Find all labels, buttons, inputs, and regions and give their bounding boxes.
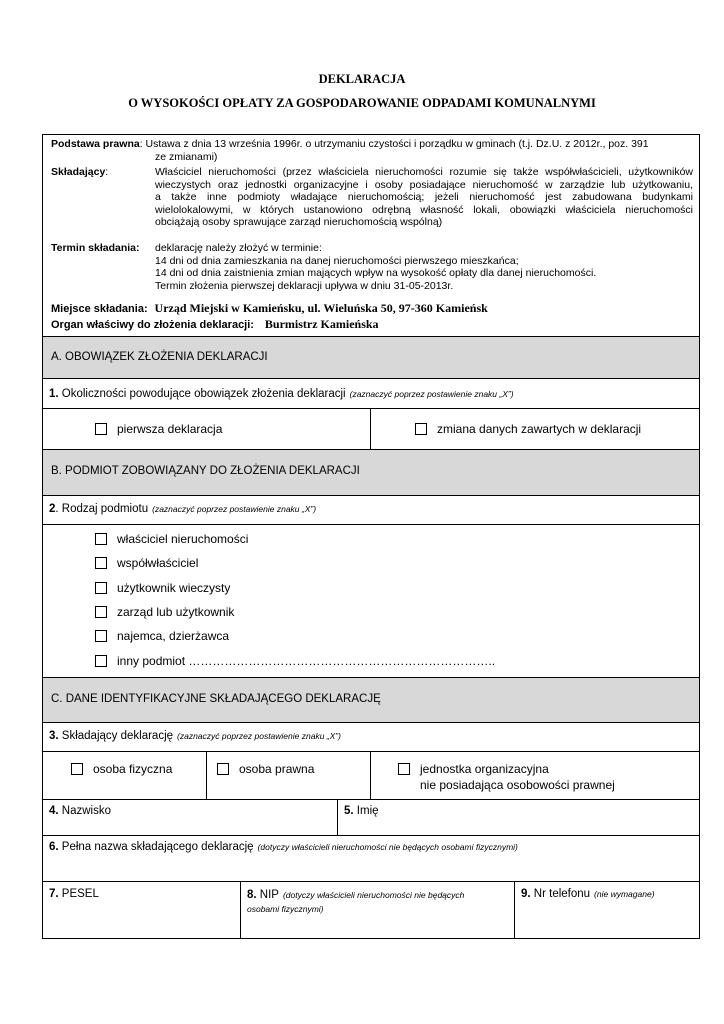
f7-number: 7.: [49, 888, 59, 900]
basis-text: : Ustawa z dnia 13 września 1996r. o utrzymaniu czystości i porządku w gminach (t.j. Dz.U. z 2012r., poz. 391: [139, 138, 649, 150]
deadline-label: Termin składania:: [51, 242, 140, 254]
checkbox[interactable]: [95, 423, 107, 435]
option-legal-person[interactable]: [217, 762, 314, 776]
option-label: zarząd lub użytkownik: [117, 605, 235, 619]
filer-text: [155, 166, 693, 229]
surname-label: Nazwisko: [58, 805, 111, 817]
filer-line: a także inne podmioty władające nieruchomością; jeżeli nieruchomość jest zabudowana budynkami: [155, 191, 693, 203]
f6-note: (dotyczy właścicieli nieruchomości nie będących osobami fizycznymi): [257, 842, 518, 852]
document-subtitle: O WYSOKOŚCI OPŁATY ZA GOSPODAROWANIE ODPADAMI KOMUNALNYMI: [128, 96, 596, 110]
checkbox[interactable]: [95, 630, 107, 642]
option-co-owner[interactable]: [95, 556, 198, 570]
nip-cell[interactable]: [240, 882, 514, 938]
f9-note: (nie wymagane): [594, 889, 655, 899]
filer-line: Właściciel nieruchomości (przez właściciela nieruchomości rozumie się także współwłaścicieli, użytkowników: [155, 166, 693, 178]
question-2: [43, 496, 699, 525]
option-label: właściciel nieruchomości: [117, 532, 249, 546]
option-label-cont: nie posiadająca osobowości prawnej: [420, 778, 615, 792]
filer-line: obciążają osoby sprawujące zarząd nieruchomością wspólną): [155, 216, 443, 228]
section-c-title: C. DANE IDENTYFIKACYJNE SKŁADAJĄCEGO DEKLARACJĘ: [51, 693, 381, 705]
filer-line: wieczystych oraz jednostki organizacyjne i osoby posiadające nieruchomość w zarządzie lub użytkowaniu,: [155, 178, 693, 191]
q1-note: (zaznaczyć poprzez postawienie znaku „X”): [349, 389, 514, 399]
f8-note: (dotyczy właścicieli nieruchomości nie będących: [282, 890, 465, 900]
phone-label: Nr telefonu: [530, 888, 591, 900]
q2-number: 2: [49, 503, 56, 515]
option-tenant[interactable]: [95, 629, 229, 643]
deadline-line: 14 dni od dnia zamieszkania na danej nieruchomości pierwszego mieszkańca;: [155, 254, 519, 267]
f6-number: 6.: [49, 841, 59, 853]
divider: [370, 752, 371, 799]
q3-note: (zaznaczyć poprzez postawienie znaku „X”): [177, 731, 341, 741]
option-label: osoba prawna: [239, 762, 315, 776]
option-label: jednostka organizacyjna: [420, 762, 549, 776]
filer-colon: :: [105, 166, 109, 178]
q1-text: Okoliczności powodujące obowiązek złożenia deklaracji: [58, 388, 346, 400]
authority-label: Organ właściwy do złożenia deklaracji:: [51, 319, 254, 331]
checkbox[interactable]: [95, 533, 107, 545]
checkbox[interactable]: [398, 763, 410, 775]
option-first-declaration[interactable]: [95, 422, 222, 436]
question-3: [43, 723, 699, 752]
f5-number: 5.: [344, 805, 354, 817]
q2-note: (zaznaczyć poprzez postawienie znaku „X”): [152, 504, 317, 514]
full-name-row[interactable]: [43, 836, 699, 882]
option-label: współwłaściciel: [117, 556, 199, 570]
option-label: osoba fizyczna: [93, 762, 173, 776]
deadline-line: deklarację należy złożyć w terminie:: [155, 242, 322, 254]
full-name-label: Pełna nazwa składającego deklarację: [58, 841, 254, 853]
legal-info: [43, 135, 699, 337]
checkbox[interactable]: [95, 655, 107, 667]
checkbox[interactable]: [415, 423, 427, 435]
authority-value: Burmistrz Kamieńska: [264, 317, 379, 331]
question-3-options: [43, 752, 699, 800]
section-b-header: [43, 450, 699, 496]
basis-label: Podstawa prawna: [51, 138, 140, 150]
option-label: najemca, dzierżawca: [117, 629, 230, 643]
phone-cell[interactable]: [514, 882, 699, 938]
option-organizational-unit[interactable]: [398, 762, 615, 792]
place-value: Urząd Miejski w Kamieńsku, ul. Wieluńska 50, 97-360 Kamieńsk: [154, 301, 488, 315]
checkbox[interactable]: [95, 606, 107, 618]
f8-note-cont: osobami fizycznymi): [247, 904, 324, 914]
deadline-line: 14 dni od dnia zaistnienia zmian mających wpływ na wysokość opłaty dla danej nieruchomości.: [155, 267, 597, 279]
q2-text: . Rodzaj podmiotu: [55, 503, 149, 515]
checkbox[interactable]: [95, 557, 107, 569]
nip-label: NIP: [256, 889, 279, 901]
checkbox[interactable]: [95, 582, 107, 594]
option-manager[interactable]: [95, 605, 234, 619]
divider: [206, 752, 207, 799]
question-2-options: [43, 525, 699, 678]
place-label: Miejsce składania:: [51, 303, 148, 315]
filer-label: Składający: [51, 166, 106, 178]
pesel-label: PESEL: [58, 888, 99, 900]
deadline-text: [155, 242, 596, 292]
option-data-change[interactable]: [415, 422, 641, 436]
basis-text-cont: ze zmianami): [155, 151, 218, 163]
section-b-title: B. PODMIOT ZOBOWIĄZANY DO ZŁOŻENIA DEKLARACJI: [51, 465, 360, 477]
first-name-label: Imię: [353, 805, 379, 817]
section-a-header: [43, 337, 699, 379]
document-title: DEKLARACJA: [318, 72, 406, 86]
f8-number: 8.: [247, 889, 257, 901]
question-1-options: [43, 409, 699, 450]
section-c-header: [43, 678, 699, 723]
option-owner[interactable]: [95, 532, 248, 546]
first-name-cell[interactable]: [337, 800, 699, 835]
q1-number: 1.: [49, 388, 59, 400]
filer-line: wielolokalowymi, w których ustanowiono odrębną własność lokali, obowiązki właściciela nieruchomości: [155, 203, 693, 216]
q3-text: Składający deklarację: [58, 730, 174, 742]
option-label: użytkownik wieczysty: [117, 581, 231, 595]
q3-number: 3.: [49, 730, 59, 742]
declaration-form: [42, 134, 700, 939]
option-label: zmiana danych zawartych w deklaracji: [437, 422, 642, 436]
checkbox[interactable]: [71, 763, 83, 775]
option-natural-person[interactable]: [71, 762, 172, 776]
option-other[interactable]: [95, 654, 495, 668]
option-perpetual-user[interactable]: [95, 581, 230, 595]
deadline-line: Termin złożenia pierwszej deklaracji upływa w dniu 31-05-2013r.: [155, 279, 454, 292]
divider: [370, 409, 371, 449]
section-a-title: A. OBOWIĄZEK ZŁOŻENIA DEKLARACJI: [51, 351, 268, 363]
option-label: inny podmiot …………………………………………………………………..: [117, 654, 496, 668]
question-1: [43, 379, 699, 409]
name-row: [43, 800, 699, 836]
checkbox[interactable]: [217, 763, 229, 775]
f9-number: 9.: [521, 888, 531, 900]
option-label: pierwsza deklaracja: [117, 422, 223, 436]
f4-number: 4.: [49, 805, 59, 817]
id-row: [43, 882, 699, 939]
